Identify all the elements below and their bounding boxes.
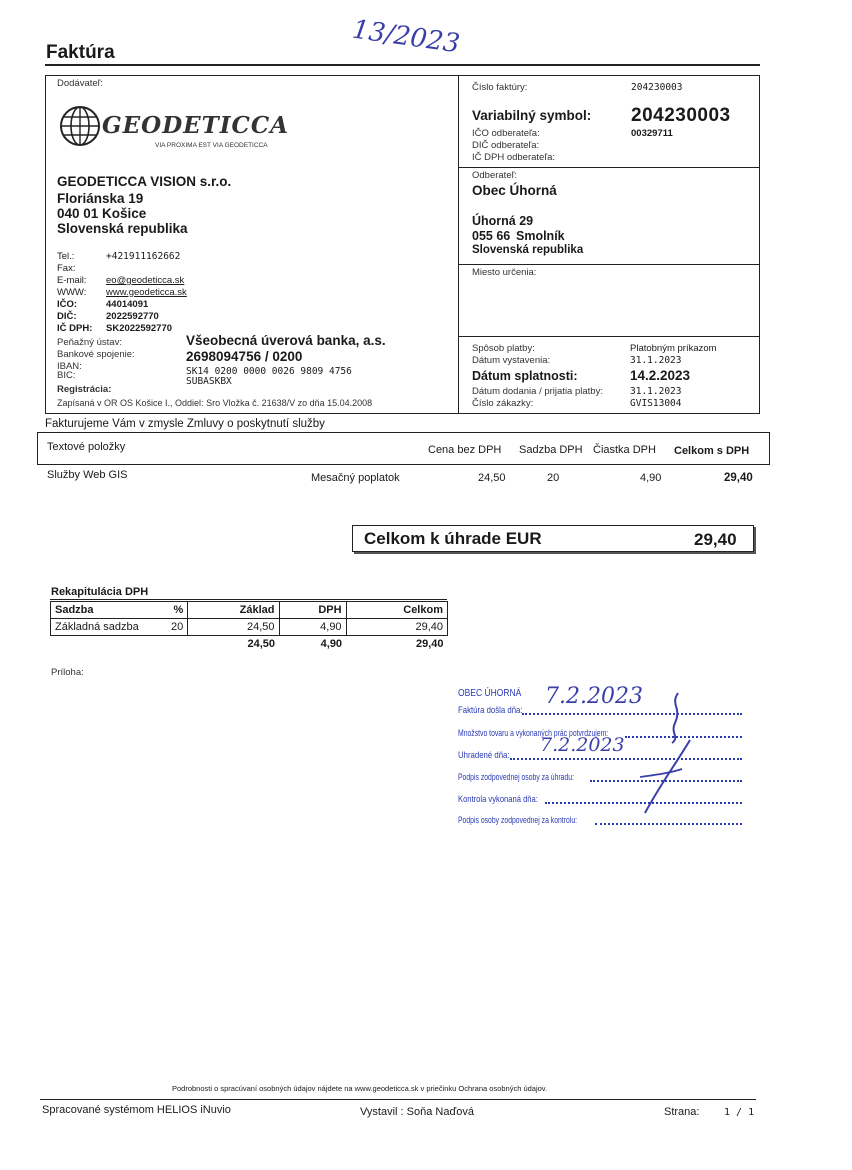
items-header-label: Textové položky bbox=[47, 441, 126, 453]
ico-value: 44014091 bbox=[106, 299, 149, 310]
logo-motto: VIA PROXIMA EST VIA GEODETICCA bbox=[155, 142, 268, 149]
account-label: Bankové spojenie: bbox=[57, 349, 135, 360]
customer-ico-label: IČO odberateľa: bbox=[472, 128, 540, 139]
logo-text: GEODETICCA bbox=[102, 112, 290, 139]
price-header: Cena bez DPH bbox=[428, 444, 502, 456]
recap-sum-total: 29,40 bbox=[415, 638, 444, 650]
recap-header-base: Základ bbox=[188, 602, 279, 619]
intro-text: Fakturujeme Vám v zmysle Zmluvy o poskytnutí služby bbox=[45, 418, 325, 430]
issue-date: 31.1.2023 bbox=[630, 355, 682, 366]
supplier-city: 040 01 Košice bbox=[57, 206, 147, 221]
total-value: 29,40 bbox=[694, 530, 737, 549]
customer-country: Slovenská republika bbox=[472, 244, 584, 256]
email-link[interactable]: eo@geodeticca.sk bbox=[106, 275, 185, 286]
stamp-line: Množstvo tovaru a vykonaných prác potvrdzujem: bbox=[458, 728, 609, 739]
item-price: 24,50 bbox=[478, 472, 506, 484]
account-number: 2698094756 / 0200 bbox=[186, 349, 303, 364]
customer-street: Úhorná 29 bbox=[472, 214, 534, 228]
footer-divider bbox=[40, 1099, 756, 1100]
recap-header-vat: DPH bbox=[279, 602, 346, 619]
supplier-label: Dodávateľ: bbox=[57, 78, 104, 89]
vat-header: Čiastka DPH bbox=[593, 444, 656, 456]
footer-page-value: 1 / 1 bbox=[724, 1107, 755, 1118]
contact-label: Tel.: bbox=[57, 251, 75, 262]
phone-value: +421911162662 bbox=[106, 251, 181, 262]
handwritten-invoice-number: 13/2023 bbox=[350, 14, 462, 60]
footer-page-label: Strana: bbox=[664, 1106, 700, 1118]
contact-label: IČ DPH: bbox=[57, 323, 93, 334]
total-header: Celkom s DPH bbox=[674, 445, 750, 457]
supplier-name: GEODETICCA VISION s.r.o. bbox=[57, 174, 232, 189]
contact-label: WWW: bbox=[57, 287, 87, 298]
divider-destination bbox=[458, 264, 760, 265]
item-description: Mesačný poplatok bbox=[311, 472, 400, 484]
registration-text: Zapísaná v OR OS Košice I., Oddiel: Sro Vložka č. 21638/V zo dňa 15.04.2008 bbox=[57, 398, 373, 408]
items-header-box bbox=[37, 432, 770, 465]
company-logo bbox=[58, 102, 288, 152]
due-date-label: Dátum splatnosti: bbox=[472, 369, 578, 383]
table-row bbox=[51, 619, 448, 636]
recap-title-underline bbox=[50, 599, 447, 600]
order-number: GVIS13004 bbox=[630, 398, 682, 409]
issue-date-label: Dátum vystavenia: bbox=[472, 355, 551, 366]
recap-header-rate: Sadzba bbox=[51, 602, 168, 619]
stamp-line: Faktúra došla dňa: bbox=[458, 705, 523, 716]
recap-table bbox=[50, 601, 448, 652]
payment-method-label: Spôsob platby: bbox=[472, 343, 535, 354]
delivery-date-label: Dátum dodania / prijatia platby: bbox=[472, 386, 603, 397]
recap-header-total: Celkom bbox=[346, 602, 447, 619]
bic-value: SUBASKBX bbox=[186, 376, 232, 387]
delivery-date: 31.1.2023 bbox=[630, 386, 682, 397]
footer-issuer: Vystavil : Soňa Naďová bbox=[360, 1106, 474, 1118]
recap-title: Rekapitulácia DPH bbox=[51, 586, 149, 598]
item-total: 29,40 bbox=[724, 472, 753, 484]
footer-system: Spracované systémom HELIOS iNuvio bbox=[42, 1104, 231, 1116]
rate-header: Sadzba DPH bbox=[519, 444, 583, 456]
supplier-country: Slovenská republika bbox=[57, 221, 188, 236]
table-row bbox=[51, 636, 448, 653]
stamp-line: Podpis zodpovednej osoby za úhradu: bbox=[458, 772, 574, 783]
payment-method: Platobným príkazom bbox=[630, 343, 717, 354]
supplier-contacts bbox=[57, 251, 247, 335]
website-link[interactable]: www.geodeticca.sk bbox=[106, 287, 187, 298]
handwritten-received-date: 7.2.2023 bbox=[545, 684, 643, 709]
contact-label: DIČ: bbox=[57, 311, 77, 322]
globe-icon bbox=[58, 104, 102, 148]
bank-name: Všeobecná úverová banka, a.s. bbox=[186, 333, 386, 348]
icdph-value: SK2022592770 bbox=[106, 323, 173, 334]
invoice-number: 204230003 bbox=[631, 82, 683, 93]
divider-customer bbox=[458, 167, 760, 168]
recap-sum-base: 24,50 bbox=[247, 638, 275, 650]
customer-label: Odberateľ: bbox=[472, 170, 518, 181]
stamp-line: Kontrola vykonaná dňa: bbox=[458, 794, 538, 805]
variable-symbol: 204230003 bbox=[631, 105, 731, 126]
customer-zip: 055 66 bbox=[472, 229, 511, 243]
recap-header-pct: % bbox=[167, 602, 188, 619]
recap-vat: 4,90 bbox=[279, 619, 346, 636]
customer-icdph-label: IČ DPH odberateľa: bbox=[472, 152, 556, 163]
total-label: Celkom k úhrade EUR bbox=[364, 529, 542, 548]
divider-payment bbox=[458, 336, 760, 337]
recap-rate-name: Základná sadzba bbox=[51, 619, 168, 636]
item-vat: 4,90 bbox=[640, 472, 662, 484]
iban-value: SK14 0200 0000 0026 9809 4756 bbox=[186, 366, 352, 377]
contact-label: IČO: bbox=[57, 299, 78, 310]
invoice-number-label: Číslo faktúry: bbox=[472, 82, 528, 93]
variable-symbol-label: Variabilný symbol: bbox=[472, 108, 592, 123]
recap-base: 24,50 bbox=[188, 619, 279, 636]
dic-value: 2022592770 bbox=[106, 311, 159, 322]
registration-label: Registrácia: bbox=[57, 384, 112, 395]
handwritten-paid-date: 7.2.2023 bbox=[540, 734, 625, 756]
recap-sum-vat: 4,90 bbox=[320, 638, 343, 650]
attachment-label: Príloha: bbox=[51, 667, 84, 678]
bank-label: Peňažný ústav: bbox=[57, 337, 122, 348]
due-date: 14.2.2023 bbox=[630, 368, 691, 383]
customer-city: Smolník bbox=[516, 229, 565, 243]
recap-rate-pct: 20 bbox=[167, 619, 188, 636]
stamp-line: Podpis osoby zodpovednej za kontrolu: bbox=[458, 815, 578, 826]
title-underline bbox=[45, 64, 760, 66]
item-name: Služby Web GIS bbox=[47, 469, 128, 481]
iban-label: IBAN: bbox=[57, 361, 82, 372]
signature-scribble bbox=[620, 685, 710, 825]
contact-label: Fax: bbox=[57, 263, 76, 274]
stamp-line: Uhradené dňa: bbox=[458, 750, 510, 761]
table-row bbox=[51, 602, 448, 619]
privacy-note: Podrobnosti o spracúvaní osobných údajov nájdete na www.geodeticca.sk v priečinku Ochrana osobných údajov. bbox=[172, 1084, 548, 1093]
recap-total: 29,40 bbox=[346, 619, 447, 636]
customer-ico: 00329711 bbox=[631, 128, 673, 139]
order-number-label: Číslo zákazky: bbox=[472, 398, 534, 409]
customer-name: Obec Úhorná bbox=[472, 183, 557, 198]
contact-label: E-mail: bbox=[57, 275, 87, 286]
destination-label: Miesto určenia: bbox=[472, 267, 537, 278]
stamp-title: OBEC ÚHORNÁ bbox=[458, 688, 522, 699]
item-rate: 20 bbox=[547, 472, 560, 484]
supplier-street: Floriánska 19 bbox=[57, 191, 144, 206]
customer-dic-label: DIČ odberateľa: bbox=[472, 140, 540, 151]
bic-label: BIC: bbox=[57, 370, 76, 381]
page-title: Faktúra bbox=[46, 42, 115, 63]
